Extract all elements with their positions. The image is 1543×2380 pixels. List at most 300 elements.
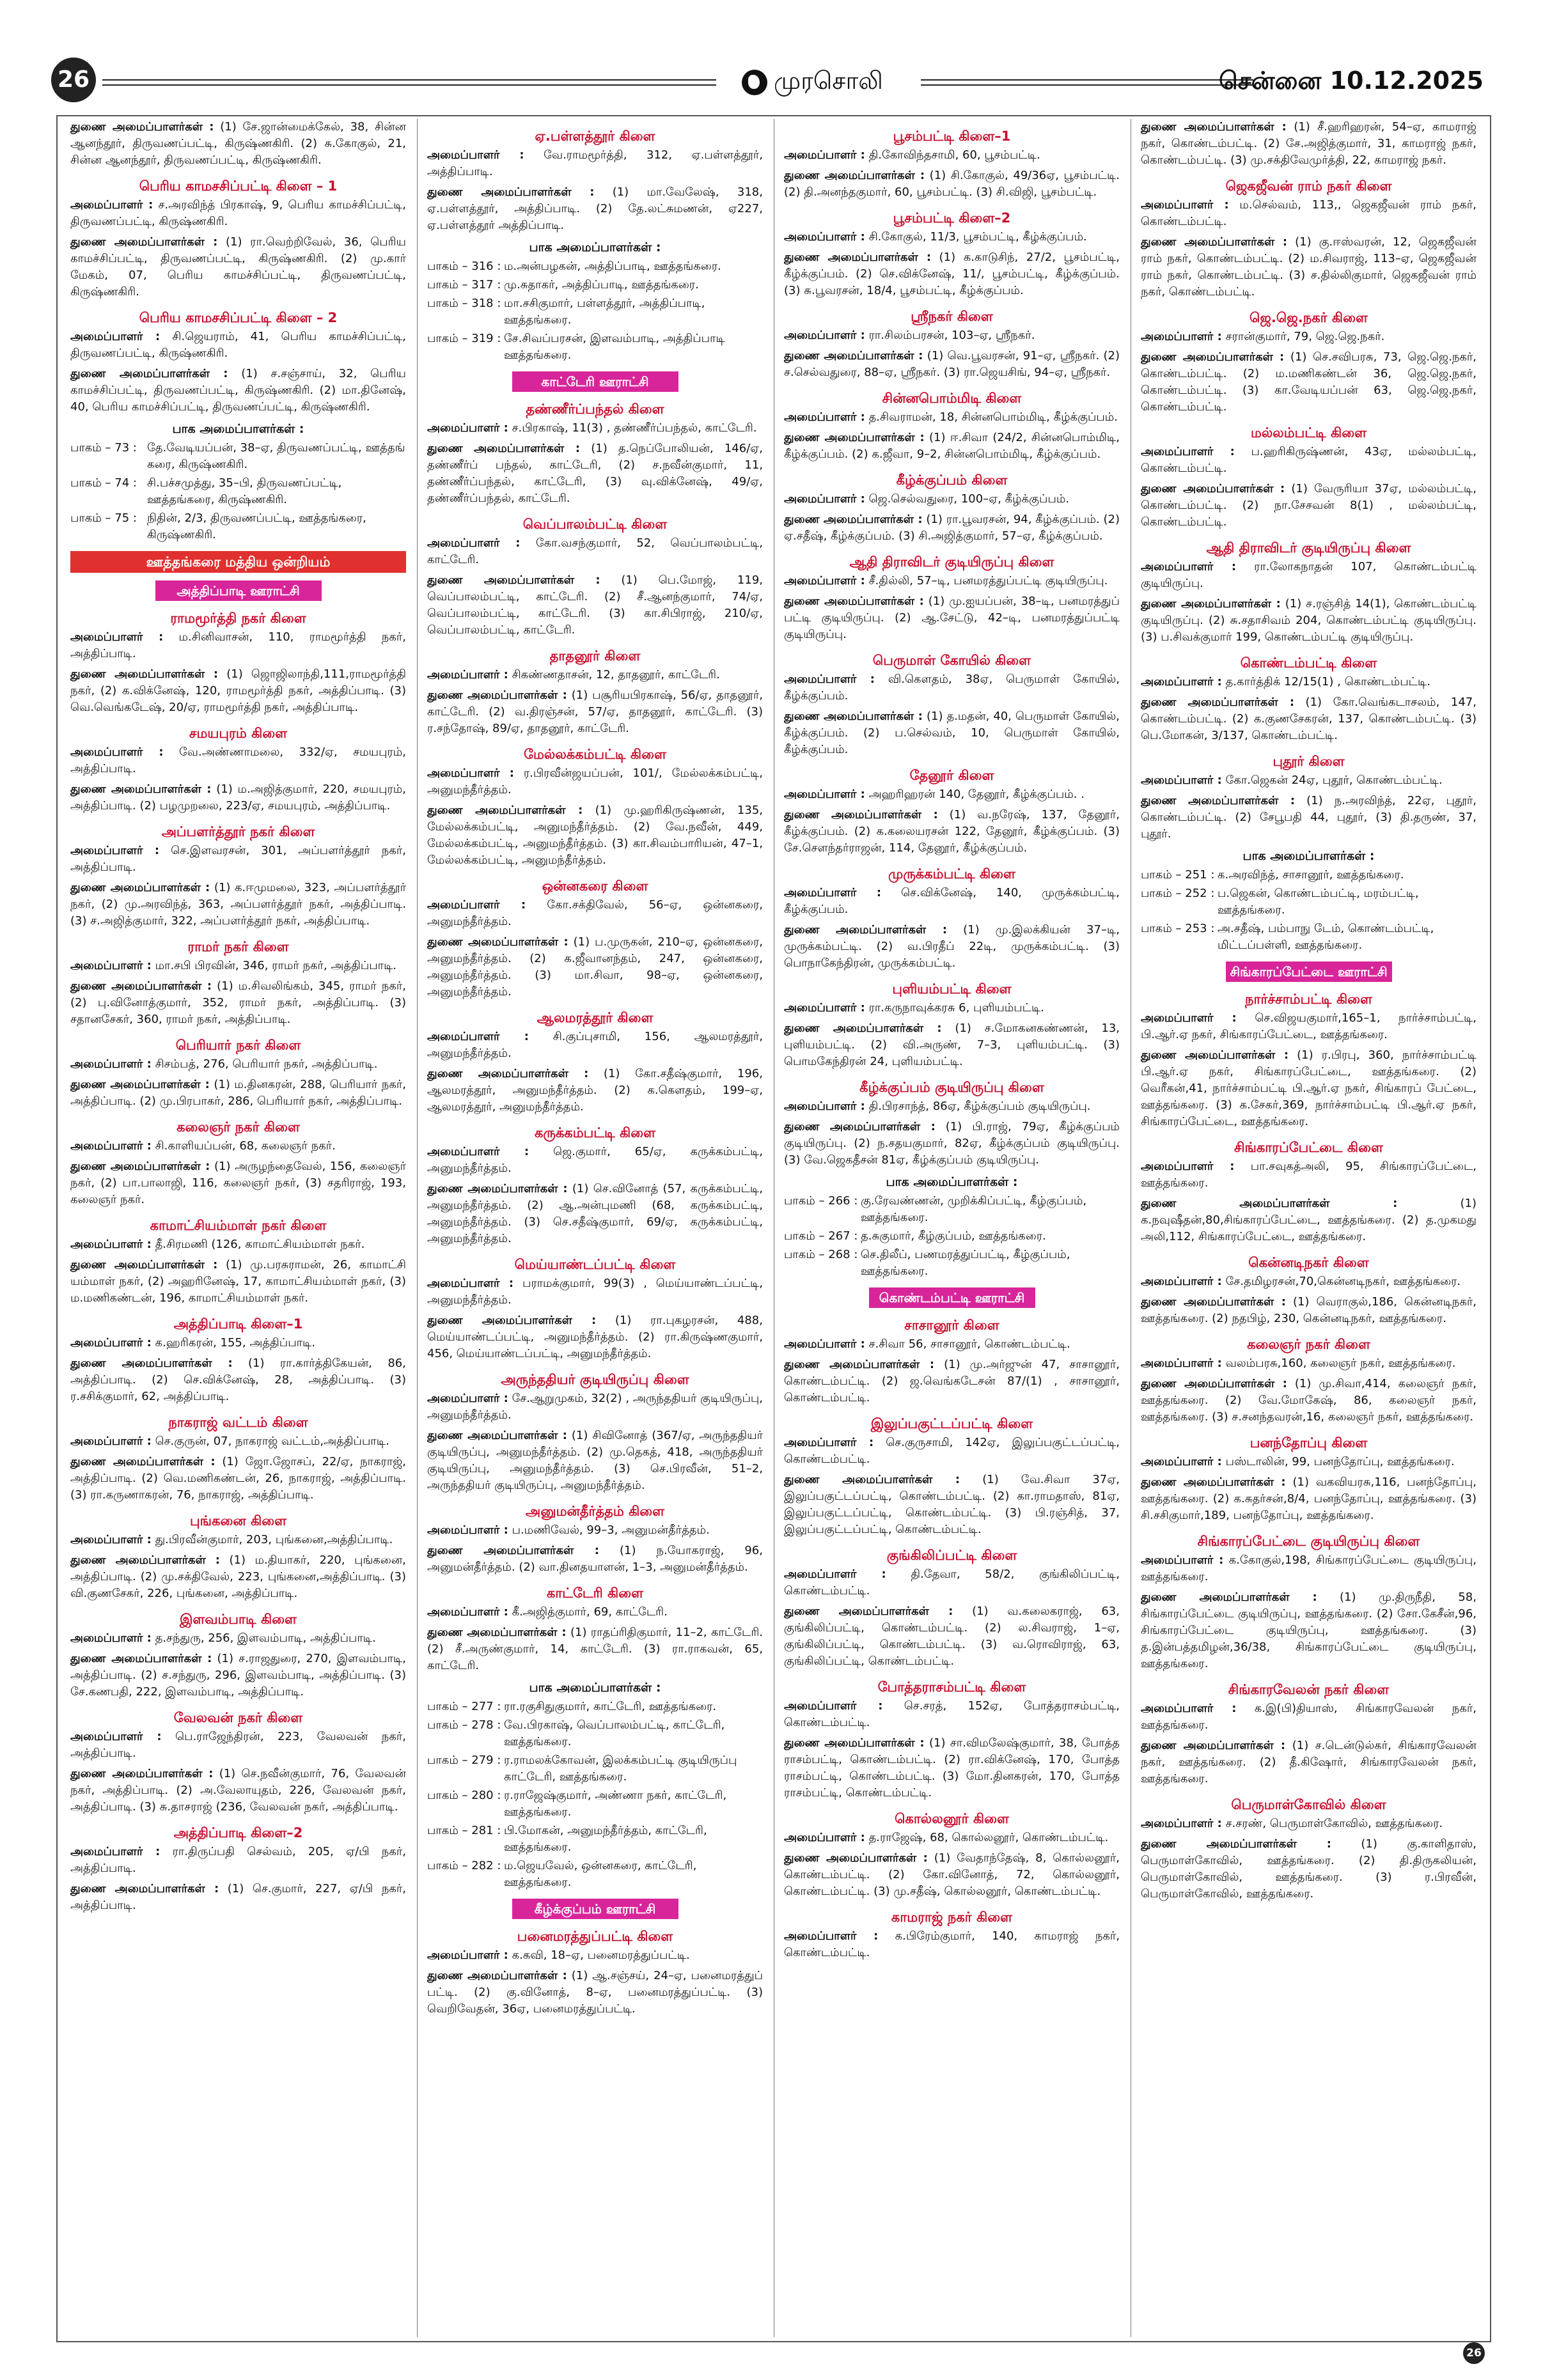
role-label: துணை அமைப்பாளர்கள் : (784, 1358, 935, 1371)
role-label: அமைப்பாளர் : (427, 1948, 508, 1962)
office-bearer-entry (1141, 1355, 1476, 1372)
booth-agent: நிதின், 2/3, திருவணப்பட்டி, ஊத்தங்கரை, கிருஷ்ணகிரி. (147, 511, 366, 541)
office-bearer-entry (70, 1355, 406, 1405)
role-label: துணை அமைப்பாளர்கள் : (70, 1078, 210, 1091)
booth-number: பாகம் – 253 : (1141, 922, 1215, 935)
office-bearer-details: (1) ச.மோகனகண்ணன், 13, புளியம்பட்டி. (2) வி.அருண், 7–3, புளியம்பட்டி. (3) பொமகேந்திரன் 24, புளியம்பட்டி. (784, 1022, 1120, 1068)
branch-heading: பெருமாள்கோவில் கிளை (1231, 1797, 1386, 1812)
office-bearer-details: (1) சிவினோத் (367/ஏ, அருந்ததியர் குடியிருப்பு, அனுமந்தீர்த்தம். (2) மு.தெகத், 418, அருந்ததியர் குடியிருப்பு, அனுமந்தீர்த்தம். (3) செ.பிரவீன், 51–2, அருந்ததியர் குடியிருப்பு, அனுமந்தீர்த்தம். (427, 1429, 763, 1492)
booth-agent: க.அரவிந்த், சாசானூர், ஊத்தங்கரை. (1218, 868, 1404, 882)
office-bearer-entry (784, 430, 1120, 463)
office-bearer-entry (1141, 1376, 1476, 1426)
office-bearer-details: (1) ர.பிரபு, 360, நார்ச்சாம்பட்டி பி.ஆர்.ஏ நகர், சிங்காரப்பேட்டை, ஊத்தங்கரை. (2) வெரீகன்,41, நார்ச்சாம்பட்டி பி.ஆர்.ஏ நகர், சிங்காரப் பேட்டை, ஊத்தங்கரை. (3) க.சேகர்,369, நார்ச்சாம்பட்டி பி.ஆர்.ஏ நகர், சிங்காரப்பேட்டை, ஊத்தங்கரை. (1141, 1048, 1476, 1128)
booth-agent: செ.திலீப், பணமரத்துப்பட்டி, கீழ்குப்பம், ஊத்தங்கரை. (861, 1248, 1070, 1278)
branch-section (784, 1906, 1120, 1961)
office-bearer-details: மா.சபி பிரவின், 346, ராமர் நகர், அத்திப்பாடி. (155, 959, 397, 972)
office-bearer-details: சீ.தில்லி, 57–டி, பனமரத்துப்பட்டி குடியிருப்பு. (868, 574, 1108, 587)
office-bearer-entry (427, 1144, 763, 1177)
branch-heading: மேல்லக்கம்பட்டி கிளை (524, 747, 666, 762)
branch-heading: பெரிய காமசசிப்பட்டி கிளை – 1 (139, 178, 338, 194)
branch-heading: பனந்தோப்பு கிளை (1249, 1435, 1368, 1451)
union-banner: ஊத்தங்கரை மத்திய ஒன்றியம் (70, 551, 406, 573)
booth-agents-heading: பாக அமைப்பாளர்கள் : (172, 422, 304, 436)
office-bearer-entry (1141, 329, 1476, 345)
office-bearer-entry (784, 1336, 1120, 1353)
office-bearer-details: (1) வேருரியா 37ஏ, மல்லம்பட்டி, கொண்டம்பட்டி. (2) நா.சேசவன் 8(1) , மல்லம்பட்டி, கொண்டம்பட்டி. (1141, 482, 1476, 529)
office-bearer-details: (1) த.மதன், 40, பெருமாள் கோயில், கீழ்க்குப்பம். (2) ப.செல்வம், 10, பெருமாள் கோயில், கீழ்க்குப்பம். (784, 710, 1120, 756)
branch-section (70, 936, 406, 1028)
office-bearer-entry (784, 1119, 1120, 1169)
branch-heading: ஆதி திராவிடர் குடியிருப்பு கிளை (849, 554, 1054, 570)
office-bearer-entry (70, 119, 406, 169)
booth-row (1141, 867, 1476, 883)
role-label: துணை அமைப்பாளர்கள் : (1141, 1837, 1331, 1851)
branch-section (1141, 751, 1476, 843)
branch-section (70, 1412, 406, 1504)
branch-section (784, 1314, 1120, 1406)
booth-number: பாகம் – 279 : (427, 1754, 501, 1767)
header-rule-left (102, 79, 716, 86)
office-bearer-entry (1141, 444, 1476, 477)
role-label: அமைப்பாளர் : (70, 1238, 152, 1251)
branch-section (427, 645, 763, 737)
role-label: அமைப்பாளர் : (427, 1145, 529, 1158)
office-bearer-entry (1141, 1454, 1476, 1470)
booth-agent: ம.ஜெயவேல், ஒன்னகரை, காட்டேரி, ஊத்தங்கரை. (504, 1859, 697, 1889)
branch-heading: பெரியார் நகர் கிளை (175, 1038, 301, 1053)
branch-heading: சிங்காரப்பேட்டை குடியிருப்பு கிளை (1197, 1534, 1420, 1549)
office-bearer-details: ஜெ.குமார், 65/ஏ, கருக்கம்பட்டி, அனுமந்தீர்த்தம். (427, 1145, 763, 1175)
office-bearer-details: (1) ரா.பூவரசன், 94, கீழ்க்குப்பம். (2) ஏ.சதீஷ், கீழ்க்குப்பம். (3) சி.அஜித்குமார், 57–ஏ, கீழ்க்குப்பம். (784, 513, 1120, 543)
office-bearer-entry (784, 1020, 1120, 1070)
role-label: துணை அமைப்பாளர்கள் : (1141, 794, 1296, 807)
branch-section (427, 1369, 763, 1494)
office-bearer-details: ரா.சிலம்பரசன், 103–ஏ, ஸ்ரீநகர். (868, 329, 1035, 342)
role-label: அமைப்பாளர் : (1141, 1702, 1237, 1715)
office-bearer-entry (427, 147, 763, 180)
role-label: அமைப்பாளர் : (784, 1831, 865, 1844)
booth-row (784, 1228, 1120, 1245)
booth-row (1141, 921, 1476, 954)
branch-section (784, 306, 1120, 381)
office-bearer-details: (1) செ.நவீன்குமார், 76, வேலவன் நகர், அத்திப்பாடி. (2) அ.வேலாயுதம், 226, வேலவன் நகர், அத்திப்பாடி. (3) சு.தாசராஜ் (236, வேலவன் நகர், அத்திப்பாடி. (70, 1767, 406, 1814)
booth-agents-block (70, 421, 406, 543)
panchayat-label: சிங்காரப்பேட்டை ஊராட்சி (1226, 961, 1392, 982)
office-bearer-details: (1) செ.வினோத் (57, கருக்கம்பட்டி, அனுமந்தீர்த்தம். (2) ஆ.அன்புமணி (68, கருக்கம்பட்டி, அனுமந்தீர்த்தம். (3) செ.சதீஷ்குமார், 69/ஏ, கருக்கம்பட்டி, அனுமந்தீர்த்தம். (427, 1182, 763, 1245)
office-bearer-entry (427, 1029, 763, 1062)
role-label: துணை அமைப்பாளர்கள் : (784, 1851, 928, 1865)
office-bearer-details: (1) சா.விமலேஷ்குமார், 38, போத்த ராசம்பட்டி, கொண்டம்பட்டி. (2) ரா.விக்னேஷ், 170, போத்த ராசம்பட்டி, கொண்டம்பட்டி. (3) மோ.தினகரன், 170, போத்த ராசம்பட்டி, கொண்டம்பட்டி. (784, 1736, 1120, 1800)
booth-agent: மா.சசிகுமார், பள்ளத்தூர், அத்திப்பாடி, ஊத்தங்கரை. (504, 297, 705, 327)
role-label: அமைப்பாளர் : (784, 788, 865, 801)
office-bearer-entry (1141, 119, 1476, 169)
role-label: துணை அமைப்பாளர்கள் : (784, 595, 924, 608)
office-bearer-details: (1) த.நெப்போலியன், 146/ஏ, தண்ணீர்ப் பந்தல், காட்டேரி, (2) ச.நவீன்குமார், 11, தண்ணீர்ப்பந்தல், காட்டேரி, (3) வு.விக்னேஷ், 49/ஏ, தண்ணீர்ப்பந்தல், காட்டேரி. (427, 442, 763, 505)
role-label: துணை அமைப்பாளர்கள் : (784, 1605, 953, 1618)
office-bearer-entry (784, 1435, 1120, 1468)
branch-heading: வேலவன் நகர் கிளை (173, 1710, 303, 1725)
role-label: அமைப்பாளர் : (427, 668, 508, 681)
role-label: அமைப்பாளர் : (427, 1605, 508, 1619)
office-bearer-entry (784, 885, 1120, 918)
role-label: அமைப்பாளர் : (427, 536, 521, 550)
role-label: துணை அமைப்பாளர்கள் : (784, 169, 925, 182)
office-bearer-entry (70, 1881, 406, 1914)
office-bearer-details: தி.கோவிந்தசாமி, 60, பூசம்பட்டி. (868, 148, 1040, 162)
office-bearer-details: கோ.வசந்குமார், 52, வெப்பாலம்பட்டி, காட்டேரி. (427, 536, 763, 566)
office-bearer-details: (1) ஜொஜிலாந்தி,111,ராமமூர்த்தி நகர், (2) க.விக்னேஷ், 120, ராமமூர்த்தி நகர், அத்திப்பாடி. (3) வெ.வெங்கடேஷ், 20/ஏ, ராமமூர்த்தி நகர், அத்திப்பாடி. (70, 667, 406, 714)
branch-section (70, 1034, 406, 1110)
branch-section (427, 1122, 763, 1247)
office-bearer-details: சி.குப்புசாமி, 156, ஆலமரத்தூர், அனுமந்தீர்த்தம். (427, 1030, 763, 1060)
office-bearer-details: ப.ஹரிகிருஷ்ணன், 43ஏ, மல்லம்பட்டி, கொண்டம்பட்டி. (1141, 445, 1476, 475)
office-bearer-details: (1) ம.தினகரன், 288, பெரியார் நகர், அத்திப்பாடி. (2) மு.பிரபாகர், 286, பெரியார் நகர், அத்திப்பாடி. (70, 1078, 406, 1108)
office-bearer-details: ர.பிரவீன்ஜயப்பன், 101/, மேல்லக்கம்பட்டி, அனுமந்தீர்த்தம். (427, 766, 763, 797)
role-label: துணை அமைப்பாளர்கள் : (784, 1120, 936, 1133)
booth-row (427, 331, 763, 364)
branch-section (1141, 119, 1476, 169)
office-bearer-entry (784, 1735, 1120, 1801)
office-bearer-details: (1) வே.சிவா 37ஏ, இலுப்பகுட்டப்பட்டி, கொண்டம்பட்டி. (2) கா.ராமதாஸ், 81ஏ, இலுப்பகுட்டப்பட்டி, கொண்டம்பட்டி. (3) பி.ரஞ்சித், 37, இலுப்பகுட்டப்பட்டி, கொண்டம்பட்டி. (784, 1473, 1120, 1536)
booth-agents-heading: பாக அமைப்பாளர்கள் : (529, 240, 661, 254)
office-bearer-entry (1141, 481, 1476, 531)
booth-agents-block (1141, 848, 1476, 954)
office-bearer-details: செ.சரத், 152ஏ, போத்தராசம்பட்டி, கொண்டம்பட்டி. (784, 1699, 1120, 1729)
branch-section (70, 821, 406, 929)
booth-number: பாகம் – 75 : (70, 511, 137, 525)
office-bearer-entry (70, 958, 406, 974)
role-label: அமைப்பாளர் : (70, 1336, 152, 1349)
booth-agents-heading: பாக அமைப்பாளர்கள் : (1242, 849, 1375, 863)
branch-section (427, 1582, 763, 1674)
booth-number: பாகம் – 316 : (427, 260, 501, 273)
branch-heading: காமராஜ் நகர் கிளை (891, 1909, 1013, 1925)
branch-heading: ஜெ.ஜெ.நகர் கிளை (1249, 310, 1368, 325)
role-label: துணை அமைப்பாளர்கள் : (427, 804, 583, 817)
branch-section (1141, 175, 1476, 300)
office-bearer-details: ஜெ.செல்வதுரை, 100–ஏ, கீழ்க்குப்பம். (868, 492, 1070, 506)
office-bearer-details: ம.சினிவாசன், 110, ராமமூர்த்தி நகர், அத்திப்பாடி. (70, 630, 406, 660)
office-bearer-entry (784, 708, 1120, 758)
branch-heading: அனுமன்தீர்த்தம் கிளை (525, 1504, 665, 1519)
office-bearer-entry (1141, 1552, 1476, 1585)
office-bearer-details: தீ.சிரமணி (126, காமாட்சியம்மாள் நகர். (155, 1238, 365, 1251)
booth-agent: வே.பிரகாஷ், வெப்பாலம்பட்டி, காட்டேரி, ஊத்தங்கரை. (504, 1718, 725, 1748)
role-label: துணை அமைப்பாளர்கள் : (784, 251, 932, 264)
office-bearer-details: வலம்பரசு,160, கலைஞர் நகர், ஊத்தங்கரை. (1225, 1357, 1456, 1370)
role-label: துணை அமைப்பாளர்கள் : (1141, 597, 1281, 611)
branch-section (70, 1608, 406, 1700)
branch-section (1141, 1252, 1476, 1327)
role-label: துணை அமைப்பாளர்கள் : (427, 1544, 599, 1557)
branch-heading: மல்லம்பட்டி கிளை (1250, 425, 1367, 440)
office-bearer-details: கோ.சக்திவேல், 56–ஏ, ஒன்னகரை, அனுமந்தீர்த்தம். (427, 898, 763, 928)
branch-heading: வெப்பாலம்பட்டி கிளை (522, 517, 668, 532)
office-bearer-entry (784, 593, 1120, 643)
role-label: துணை அமைப்பாளர்கள் : (1141, 1591, 1317, 1604)
role-label: துணை அமைப்பாளர்கள் : (70, 881, 210, 894)
role-label: துணை அமைப்பாளர்கள் : (70, 120, 214, 134)
role-label: அமைப்பாளர் : (784, 1436, 874, 1449)
office-bearer-details: (1) மு.ஐயப்பன், 38–டி, பனமரத்துப் பட்டி குடியிருப்பு. (2) ஆ.சேட்டு, 42–டி, பனமரத்துப்பட்டி குடியிருப்பு. (784, 595, 1120, 641)
office-bearer-entry (784, 1830, 1120, 1846)
booth-agent: த.சுகுமார், கீழ்குப்பம், ஊத்தங்கரை. (861, 1229, 1046, 1243)
office-bearer-entry (784, 1098, 1120, 1115)
office-bearer-entry (784, 229, 1120, 245)
role-label: துணை அமைப்பாளர்கள் : (427, 1626, 567, 1639)
booth-row (427, 1823, 763, 1856)
branch-heading: சின்னபொம்மிடி கிளை (882, 391, 1022, 406)
footer-page-mark: 26 (1463, 2342, 1485, 2364)
office-bearer-details: து.பிரவீன்குமார், 203, புங்கனை,அத்திப்பாடி. (155, 1533, 393, 1546)
office-bearer-details: (1) கோ.வெங்கடாசலம், 147, கொண்டம்பட்டி. (2) க.குணசேகரன், 137, கொண்டம்பட்டி. (3) பெ.மோகன், 3/137, கொண்டம்பட்டி. (1141, 696, 1476, 742)
office-bearer-entry (70, 1077, 406, 1110)
masthead (742, 61, 883, 100)
booth-row (427, 1787, 763, 1821)
office-bearer-entry (70, 744, 406, 777)
role-label: துணை அமைப்பாளர்கள் : (784, 1473, 960, 1486)
office-bearer-entry (70, 1158, 406, 1208)
branch-section (784, 387, 1120, 463)
office-bearer-entry (427, 897, 763, 930)
office-bearer-entry (70, 1335, 406, 1351)
office-bearer-details: தி.தேவா, 58/2, குங்கிலிப்பட்டி, கொண்டம்பட்டி. (784, 1567, 1120, 1598)
office-bearer-details: வே.அண்ணாமலை, 332/ஏ, சமயபுரம், அத்திப்பாடி. (70, 745, 406, 775)
panchayat-label: காட்டேரி ஊராட்சி (512, 371, 678, 392)
office-bearer-entry (1141, 1816, 1476, 1832)
role-label: அமைப்பாளர் : (784, 148, 865, 162)
office-bearer-details: சி.ஜெயராம், 41, பெரிய காமச்சிப்பட்டி, திருவணப்பட்டி, கிருஷ்ணகிரி. (70, 330, 406, 360)
booth-number: பாகம் – 280 : (427, 1789, 501, 1802)
booth-agent: சே.சிவப்பரசன், இளவம்பாடி, அத்திப்பாடி ஊத்தங்கரை. (504, 332, 725, 362)
office-bearer-entry (1141, 694, 1476, 744)
role-label: துணை அமைப்பாளர்கள் : (427, 442, 581, 455)
office-bearer-details: சி.கோகுல், 11/3, பூசம்பட்டி, கீழ்க்குப்பம். (868, 230, 1087, 244)
office-bearer-details: ச.சிவா 56, சாசானூர், கொண்டம்பட்டி. (868, 1337, 1070, 1351)
branch-heading: கொண்டம்பட்டி கிளை (1240, 655, 1377, 671)
role-label: துணை அமைப்பாளர்கள் : (427, 185, 595, 199)
branch-heading: கீழ்க்குப்பம் குடியிருப்பு கிளை (859, 1080, 1044, 1095)
branch-heading: நார்ச்சாம்பட்டி கிளை (1245, 992, 1372, 1007)
branch-heading: பெருமாள் கோயில் கிளை (872, 653, 1031, 668)
branch-heading: கொல்லனூர் கிளை (895, 1811, 1009, 1826)
branch-section (1141, 652, 1476, 744)
office-bearer-details: (1) க.காடுசிந், 27/2, பூசம்பட்டி, கீழ்க்குப்பம். (2) செ.விக்னேஷ், 11/, பூசம்பட்டி, கீழ்க்குப்பம். (3) சு.பூவரசன், 18/4, பூசம்பட்டி, கீழ்க்குப்பம். (784, 251, 1120, 297)
office-bearer-details: கீ.அஜித்குமார், 69, காட்டேரி. (512, 1605, 668, 1619)
office-bearer-entry (427, 572, 763, 639)
office-bearer-details: (1) அருழந்தைவேல், 156, கலைஞர் நகர், (2) பா.பாலாஜி, 116, கலைஞர் நகர், (3) சதரிராஜ், 193, கலைஞர் நகர். (70, 1160, 406, 1206)
booth-row (784, 1247, 1120, 1280)
office-bearer-details: (1) ந.யோகராஜ், 96, அனுமன்தீர்த்தம். (2) வா.தினதயாளன், 1–3, அனுமன்தீர்த்தம். (427, 1544, 763, 1574)
branch-heading: போத்தராசம்பட்டி கிளை (877, 1679, 1026, 1695)
office-bearer-details: செ.விஜயகுமார்,165–1, நார்ச்சாம்பட்டி, பி.ஆர்.ஏ நகர், சிங்காரப்பேட்டை, ஊத்தங்கரை. (1141, 1011, 1476, 1041)
booth-number: பாகம் – 282 : (427, 1859, 501, 1872)
office-bearer-details: (1) ம.சிவலிங்கம், 345, ராமர் நகர், (2) பு.வினோத்குமார், 352, ராமர் நகர், அத்திப்பாடி. (3) சதானசேகர், 360, ராமர் நகர், அத்திப்பாடி. (70, 979, 406, 1026)
office-bearer-entry (70, 1729, 406, 1762)
branch-heading: காமாட்சியம்மாள் நகர் கிளை (150, 1218, 327, 1233)
role-label: துணை அமைப்பாளர்கள் : (1141, 1295, 1286, 1309)
role-label: துணை அமைப்பாளர்கள் : (70, 1357, 233, 1370)
branch-section (1141, 537, 1476, 646)
role-label: துணை அமைப்பாளர்கள் : (1141, 235, 1288, 249)
branch-heading: ஒன்னகரை கிளை (542, 878, 648, 894)
branch-heading: பனைமரத்துப்பட்டி கிளை (517, 1929, 673, 1944)
role-label: அமைப்பாளர் : (70, 1631, 152, 1645)
role-label: அமைப்பாளர் : (1141, 330, 1222, 343)
role-label: துணை அமைப்பாளர்கள் : (427, 1429, 567, 1442)
role-label: துணை அமைப்பாளர்கள் : (784, 1736, 925, 1750)
office-bearer-details: செ.குருசாமி, 142ஏ, இலுப்பகுட்டப்பட்டி, கொண்டம்பட்டி. (784, 1436, 1120, 1466)
dateline: சென்னை 10.12.2025 (1219, 66, 1484, 95)
branch-heading: அருந்ததியர் குடியிருப்பு கிளை (501, 1372, 689, 1387)
panchayat-label: கொண்டம்பட்டி ஊராட்சி (869, 1287, 1035, 1308)
role-label: துணை அமைப்பாளர்கள் : (70, 367, 228, 380)
role-label: அமைப்பாளர் : (427, 1392, 508, 1405)
office-bearer-details: (1) வகவியரசு,116, பனந்தோப்பு, ஊத்தங்கரை. (2) க.சுதர்சன்,8/4, பனந்தோப்பு, ஊத்தங்கரை. (3) சி.சசிகுமார்,189, பனந்தோப்பு, ஊத்தங்கரை. (1141, 1475, 1476, 1522)
office-bearer-entry (427, 440, 763, 507)
office-bearer-entry (784, 491, 1120, 508)
office-bearer-details: (1) மு.இலக்கியன் 37–டி, முருக்கம்பட்டி. (2) வ.பிரதீப் 22டி, முருக்கம்பட்டி. (3) பொநாகேந்திரன், முருக்கம்பட்டி. (784, 923, 1120, 970)
office-bearer-entry (784, 807, 1120, 857)
office-bearer-entry (427, 1543, 763, 1576)
office-bearer-details: (1) ப.முருகன், 210–ஏ, ஒன்னகரை, அனுமந்தீர்த்தம். (2) க.ஜீவானந்தம், 247, ஒன்னகரை, அனுமந்தீர்த்தம். (3) மா.சிவா, 98–ஏ, ஒன்னகரை, அனுமந்தீர்த்தம். (427, 935, 763, 999)
role-label: துணை அமைப்பாளர்கள் : (1141, 1739, 1286, 1752)
booth-number: பாகம் – 268 : (784, 1248, 858, 1261)
branch-heading: ஆலமரத்தூர் கிளை (537, 1010, 654, 1025)
role-label: அமைப்பாளர் : (427, 421, 508, 435)
booth-number: பாகம் – 266 : (784, 1194, 858, 1208)
office-bearer-entry (1141, 1273, 1476, 1290)
branch-section (784, 863, 1120, 972)
office-bearer-details: செ.குருன், 07, நாகராஜ் வட்டம்,அத்திப்பாடி. (155, 1435, 389, 1448)
branch-heading: இளவம்பாடி கிளை (179, 1612, 297, 1627)
office-bearer-entry (427, 1312, 763, 1362)
booth-number: பாகம் – 277 : (427, 1700, 501, 1713)
office-bearer-entry (70, 666, 406, 716)
office-bearer-entry (784, 1928, 1120, 1961)
office-bearer-details: செ.இளவரசன், 301, அப்பளர்த்தூர் நகர், அத்திப்பாடி. (70, 844, 406, 874)
office-bearer-details: (1) ச.ரஞ்சித் 14(1), கொண்டம்பட்டி குடியிருப்பு. (2) சு.சதாசிவம் 204, கொண்டம்பட்டி குடியிருப்பு. (3) ப.சிவக்குமார் 199, கொண்டம்பட்டி குடியிருப்பு. (1141, 597, 1476, 644)
office-bearer-details: வி.கௌதம், 38ஏ, பெருமாள் கோயில், கீழ்க்குப்பம். (784, 673, 1120, 703)
office-bearer-entry (427, 667, 763, 683)
office-bearer-details: (1) பெ.மோஜ், 119, வெப்பாலம்பட்டி, காட்டேரி. (2) சீ.ஆனந்குமார், 74/ஏ, வெப்பாலம்பட்டி, காட்டேரி. (3) கா.சிபிராஜ், 210/ஏ, வெப்பாலம்பட்டி, காட்டேரி. (427, 573, 763, 637)
office-bearer-entry (784, 671, 1120, 704)
office-bearer-entry (427, 535, 763, 568)
role-label: துணை அமைப்பாளர்கள் : (70, 1160, 210, 1173)
role-label: அமைப்பாளர் : (784, 329, 865, 342)
branch-heading: கென்னடிநகர் கிளை (1248, 1255, 1369, 1270)
office-bearer-entry (70, 781, 406, 814)
office-bearer-entry (1141, 1294, 1476, 1327)
office-bearer-entry (784, 147, 1120, 164)
role-label: அமைப்பாளர் : (1141, 560, 1237, 573)
booth-agents-heading: பாக அமைப்பாளர்கள் : (886, 1175, 1018, 1189)
office-bearer-entry (1141, 674, 1476, 690)
office-bearer-entry (427, 184, 763, 234)
role-label: துணை அமைப்பாளர்கள் : (70, 1652, 212, 1665)
role-label: துணை அமைப்பாளர்கள் : (1141, 1197, 1398, 1210)
branch-section (1141, 307, 1476, 416)
booth-agent: ர.ராமலக்கோவன், இலக்கம்பட்டி குடியிருப்பு காட்டேரி, ஊத்தங்கரை. (504, 1754, 737, 1784)
booth-agent: ரா.ரகுசிதுகுமார், காட்டேரி, ஊத்தங்கரை. (504, 1700, 717, 1713)
role-label: அமைப்பாளர் : (1141, 774, 1222, 787)
branch-section (70, 607, 406, 716)
office-bearer-entry (70, 1236, 406, 1253)
office-bearer-details: (1) ராதப்ரிதிகுமார், 11–2, காட்டேரி. (2) சீ.அருண்குமார், 14, காட்டேரி. (3) ரா.ராகவன், 65, காட்டேரி. (427, 1626, 763, 1672)
role-label: அமைப்பாளர் : (784, 492, 865, 506)
page-number-badge: 26 (51, 58, 96, 102)
office-bearer-details: (1) ச.டென்டுல்கர், சிங்காரவேலன் நகர், ஊத்தங்கரை. (2) தீ.கிஷோர், சிங்காரவேலன் நகர், ஊத்தங்கரை. (1141, 1739, 1476, 1785)
office-bearer-entry (70, 1433, 406, 1450)
booth-row (784, 1193, 1120, 1226)
role-label: அமைப்பாளர் : (70, 844, 160, 857)
office-bearer-entry (70, 1138, 406, 1155)
column-3 (784, 119, 1120, 2337)
role-label: அமைப்பாளர் : (1141, 1357, 1222, 1370)
role-label: அமைப்பாளர் : (1141, 1455, 1222, 1468)
office-bearer-entry (784, 573, 1120, 589)
role-label: அமைப்பாளர் : (1141, 1553, 1224, 1567)
role-label: அமைப்பாளர் : (427, 766, 514, 780)
office-bearer-details: (1) வ.கலைகராஜ், 63, குங்கிலிப்பட்டி, கொண்டம்பட்டி. (2) ல.சிவராஜ், 1–ஏ, குங்கிலிப்பட்டி, கொண்டம்பட்டி. (3) வ.ரொவிராஜ், 63, குங்கிலிப்பட்டி, கொண்டம்பட்டி. (784, 1605, 1120, 1668)
office-bearer-entry (70, 629, 406, 662)
branch-section (427, 1254, 763, 1362)
branch-section (70, 1116, 406, 1208)
office-bearer-entry (784, 167, 1120, 201)
office-bearer-details: சிசம்பத், 276, பெரியார் நகர், அத்திப்பாடி. (155, 1057, 378, 1071)
role-label: துணை அமைப்பாளர்கள் : (1141, 350, 1285, 364)
branch-heading: ஏ.பள்ளத்தூர் கிளை (535, 128, 655, 144)
role-label: அமைப்பாளர் : (70, 1730, 162, 1743)
branch-heading: பூசம்பட்டி கிளை–2 (893, 210, 1011, 226)
office-bearer-details: (1) மு.சிவா,414, கலைஞர் நகர், ஊத்தங்கரை. (2) வே.மோகேஷ், 86, கலைஞர் நகர், ஊத்தங்கரை. (3) ச.சனந்தவரன்,16, கலைஞர் நகர், ஊத்தங்கரை. (1141, 1377, 1476, 1424)
role-label: அமைப்பாளர் : (1141, 1011, 1237, 1025)
office-bearer-entry (1141, 1010, 1476, 1043)
branch-section (70, 1822, 406, 1914)
office-bearer-details: ச.பிரகாஷ், 11(3) , தண்ணீர்ப்பந்தல், காட்டேரி. (512, 421, 757, 435)
role-label: துணை அமைப்பாளர்கள் : (427, 1314, 597, 1327)
office-bearer-entry (427, 765, 763, 798)
office-bearer-details: (1) மா.வேலேஷ், 318, ஏ.பள்ளத்தூர், அத்திப்பாடி. (2) தே.லட்சுமணன், ஏ227, ஏ.பள்ளத்தூர் அத்திப்பாடி. (427, 185, 763, 232)
office-bearer-entry (784, 1850, 1120, 1900)
branch-heading: அத்திப்பாடி கிளை–1 (173, 1316, 303, 1332)
branch-section (1141, 1432, 1476, 1524)
column-divider (417, 119, 418, 2337)
branch-section (784, 1676, 1120, 1801)
branch-section (427, 1925, 763, 2018)
paper-name: முரசொலி (774, 66, 883, 95)
office-bearer-details: (1) ரா.வெற்றிவேல், 36, பெரிய காமச்சிப்பட்டி, திருவணப்பட்டி, கிருஷ்ணகிரி. (2) மு.கார் மேகம், 07, பெரிய காமச்சிப்பட்டி, திருவணப்பட்டி, கிருஷ்ணகிரி. (70, 235, 406, 299)
office-bearer-details: சே.தமிழரசன்,70,கென்னடிநகர், ஊத்தங்கரை. (1225, 1275, 1461, 1288)
office-bearer-details: க.கோகுல்,198, சிங்காரப்பேட்டை குடியிருப்பு, ஊத்தங்கரை. (1141, 1553, 1476, 1583)
booth-number: பாகம் – 317 : (427, 278, 501, 292)
role-label: துணை அமைப்பாளர்கள் : (70, 1767, 214, 1780)
branch-heading: அத்திப்பாடி கிளை–2 (173, 1825, 303, 1840)
booth-row (427, 295, 763, 329)
office-bearer-details: (1) செ.சவிபரசு, 73, ஜெ.ஜெ.நகர், கொண்டம்பட்டி. (2) ம.மணிகண்டன் 36, ஜெ.ஜெ.நகர், கொண்டம்பட்டி. (3) கா.வேடியப்பன் 63, ஜெ.ஜெ.நகர், கொண்டம்பட்டி. (1141, 350, 1476, 414)
office-bearer-details: ரா.திருப்பதி செல்வம், 205, ஏ/பி நகர், அத்திப்பாடி. (70, 1845, 406, 1875)
role-label: அமைப்பாளர் : (784, 230, 865, 244)
panchayat-label: அத்திப்பாடி ஊராட்சி (155, 580, 322, 601)
branch-section (427, 743, 763, 869)
role-label: அமைப்பாளர் : (70, 330, 161, 343)
office-bearer-details: ச.அரவிந்த் பிரகாஷ், 9, பெரிய காமச்சிப்பட்டி, திருவணப்பட்டி, கிருஷ்ணகிரி. (70, 198, 406, 228)
office-bearer-entry (427, 687, 763, 737)
role-label: அமைப்பாளர் : (70, 1057, 152, 1071)
office-bearer-details: செ.விக்னேஷ், 140, முருக்கம்பட்டி, கீழ்க்குப்பம். (784, 886, 1120, 916)
office-bearer-entry (427, 934, 763, 1000)
office-bearer-details: (1) ஈ.சிவா (24/2, சின்னபொம்மிடி, கீழ்க்குப்பம். (2) க.ஜீவா, 9–2, சின்னபொம்மிடி, கீழ்க்குப்பம். (784, 431, 1120, 461)
